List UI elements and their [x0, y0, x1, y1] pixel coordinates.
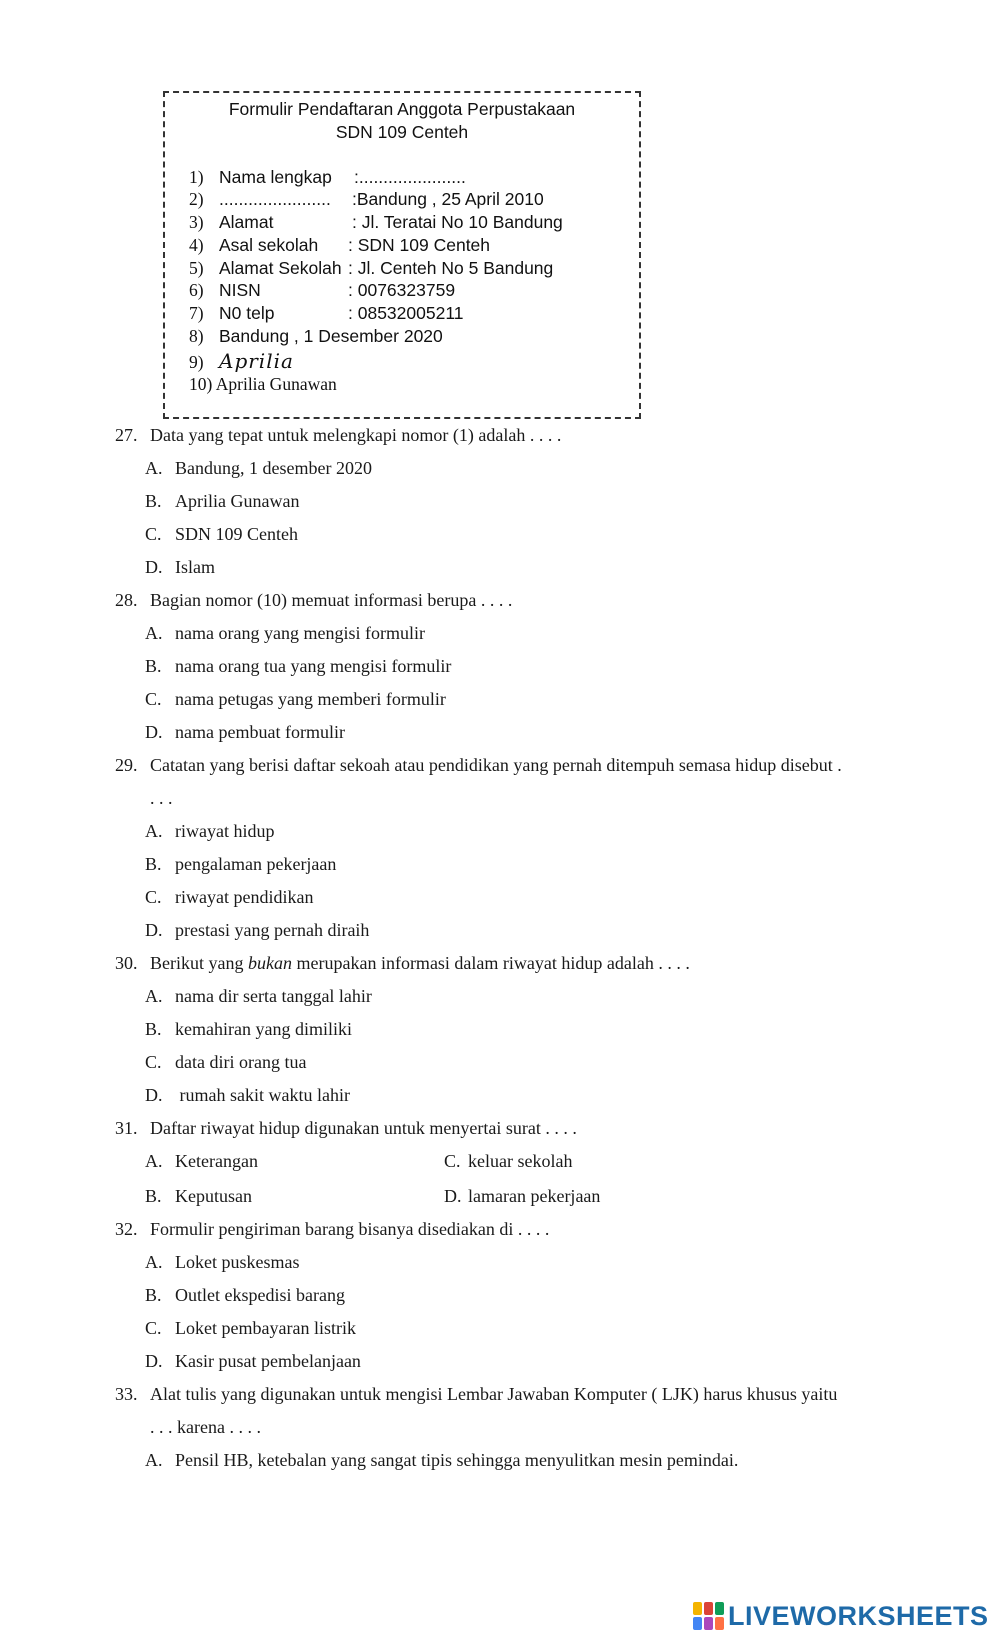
- q33-option-a: A. Pensil HB, ketebalan yang sangat tipis sehingga menyulitkan mesin pemindai.: [145, 1450, 739, 1470]
- question-29: 29. Catatan yang berisi daftar sekoah atau pendidikan yang pernah ditempuh semasa hidup disebut .: [115, 755, 842, 775]
- q28-option-d: D. nama pembuat formulir: [145, 722, 345, 742]
- question-30: 30. Berikut yang bukan merupakan informasi dalam riwayat hidup adalah . . . .: [115, 953, 690, 973]
- form-row-4: 4) Asal sekolah : SDN 109 Centeh: [189, 235, 491, 255]
- signature: Aprilia: [219, 349, 294, 373]
- form-row-6: 6) NISN : 0076323759: [189, 280, 456, 300]
- q29-option-c: C. riwayat pendidikan: [145, 887, 314, 907]
- q30-option-c: C. data diri orang tua: [145, 1052, 307, 1072]
- q32-option-b: B. Outlet ekspedisi barang: [145, 1285, 345, 1305]
- question-31: 31. Daftar riwayat hidup digunakan untuk menyertai surat . . . .: [115, 1118, 577, 1138]
- q31-option-b: B. Keputusan: [145, 1186, 252, 1206]
- q29-option-a: A. riwayat hidup: [145, 821, 275, 841]
- form-subtitle: SDN 109 Centeh: [335, 122, 469, 142]
- q31-option-d: D. lamaran pekerjaan: [444, 1186, 601, 1206]
- liveworksheets-logo[interactable]: [693, 1600, 989, 1632]
- question-33-continuation: . . . karena . . . .: [150, 1417, 261, 1437]
- form-row-10: 10) Aprilia Gunawan: [189, 374, 337, 394]
- q29-option-b: B. pengalaman pekerjaan: [145, 854, 337, 874]
- q29-option-d: D. prestasi yang pernah diraih: [145, 920, 370, 940]
- form-row-5: 5) Alamat Sekolah : Jl. Centeh No 5 Bandung: [189, 258, 554, 278]
- question-29-continuation: . . .: [150, 788, 173, 808]
- q30-option-d: D. rumah sakit waktu lahir: [145, 1085, 350, 1105]
- q27-option-c: C. SDN 109 Centeh: [145, 524, 298, 544]
- question-32: 32. Formulir pengiriman barang bisanya disediakan di . . . .: [115, 1219, 550, 1239]
- form-row-3: 3) Alamat : Jl. Teratai No 10 Bandung: [189, 212, 563, 232]
- q27-option-a: A. Bandung, 1 desember 2020: [145, 458, 372, 478]
- q28-option-c: C. nama petugas yang memberi formulir: [145, 689, 446, 709]
- form-title: Formulir Pendaftaran Anggota Perpustakaan: [228, 99, 576, 119]
- q32-option-d: D. Kasir pusat pembelanjaan: [145, 1351, 361, 1371]
- form-row-2: 2) ....................... :Bandung , 25 April 2010: [189, 189, 544, 209]
- brand-name: LIVEWORKSHEETS: [728, 1600, 989, 1631]
- q28-option-b: B. nama orang tua yang mengisi formulir: [145, 656, 452, 676]
- q27-option-b: B. Aprilia Gunawan: [145, 491, 300, 511]
- form-row-9: 9) Aprilia: [189, 349, 294, 373]
- q30-option-a: A. nama dir serta tanggal lahir: [145, 986, 372, 1006]
- form-row-1: 1) Nama lengkap :......................: [189, 167, 466, 187]
- registration-form: [163, 91, 641, 419]
- q32-option-c: C. Loket pembayaran listrik: [145, 1318, 356, 1338]
- q30-option-b: B. kemahiran yang dimiliki: [145, 1019, 352, 1039]
- question-28: 28. Bagian nomor (10) memuat informasi berupa . . . .: [115, 590, 513, 610]
- q27-option-d: D. Islam: [145, 557, 215, 577]
- question-27: 27. Data yang tepat untuk melengkapi nomor (1) adalah . . . .: [115, 425, 562, 445]
- q31-option-a: A. Keterangan: [145, 1151, 258, 1171]
- question-33: 33. Alat tulis yang digunakan untuk mengisi Lembar Jawaban Komputer ( LJK) harus khusus yaitu: [115, 1384, 838, 1404]
- q31-option-c: C. keluar sekolah: [444, 1151, 573, 1171]
- q32-option-a: A. Loket puskesmas: [145, 1252, 300, 1272]
- liveworksheets-logo-icon: [693, 1602, 724, 1630]
- form-row-7: 7) N0 telp : 08532005211: [189, 303, 464, 323]
- form-row-8: 8) Bandung , 1 Desember 2020: [189, 326, 443, 346]
- q28-option-a: A. nama orang yang mengisi formulir: [145, 623, 425, 643]
